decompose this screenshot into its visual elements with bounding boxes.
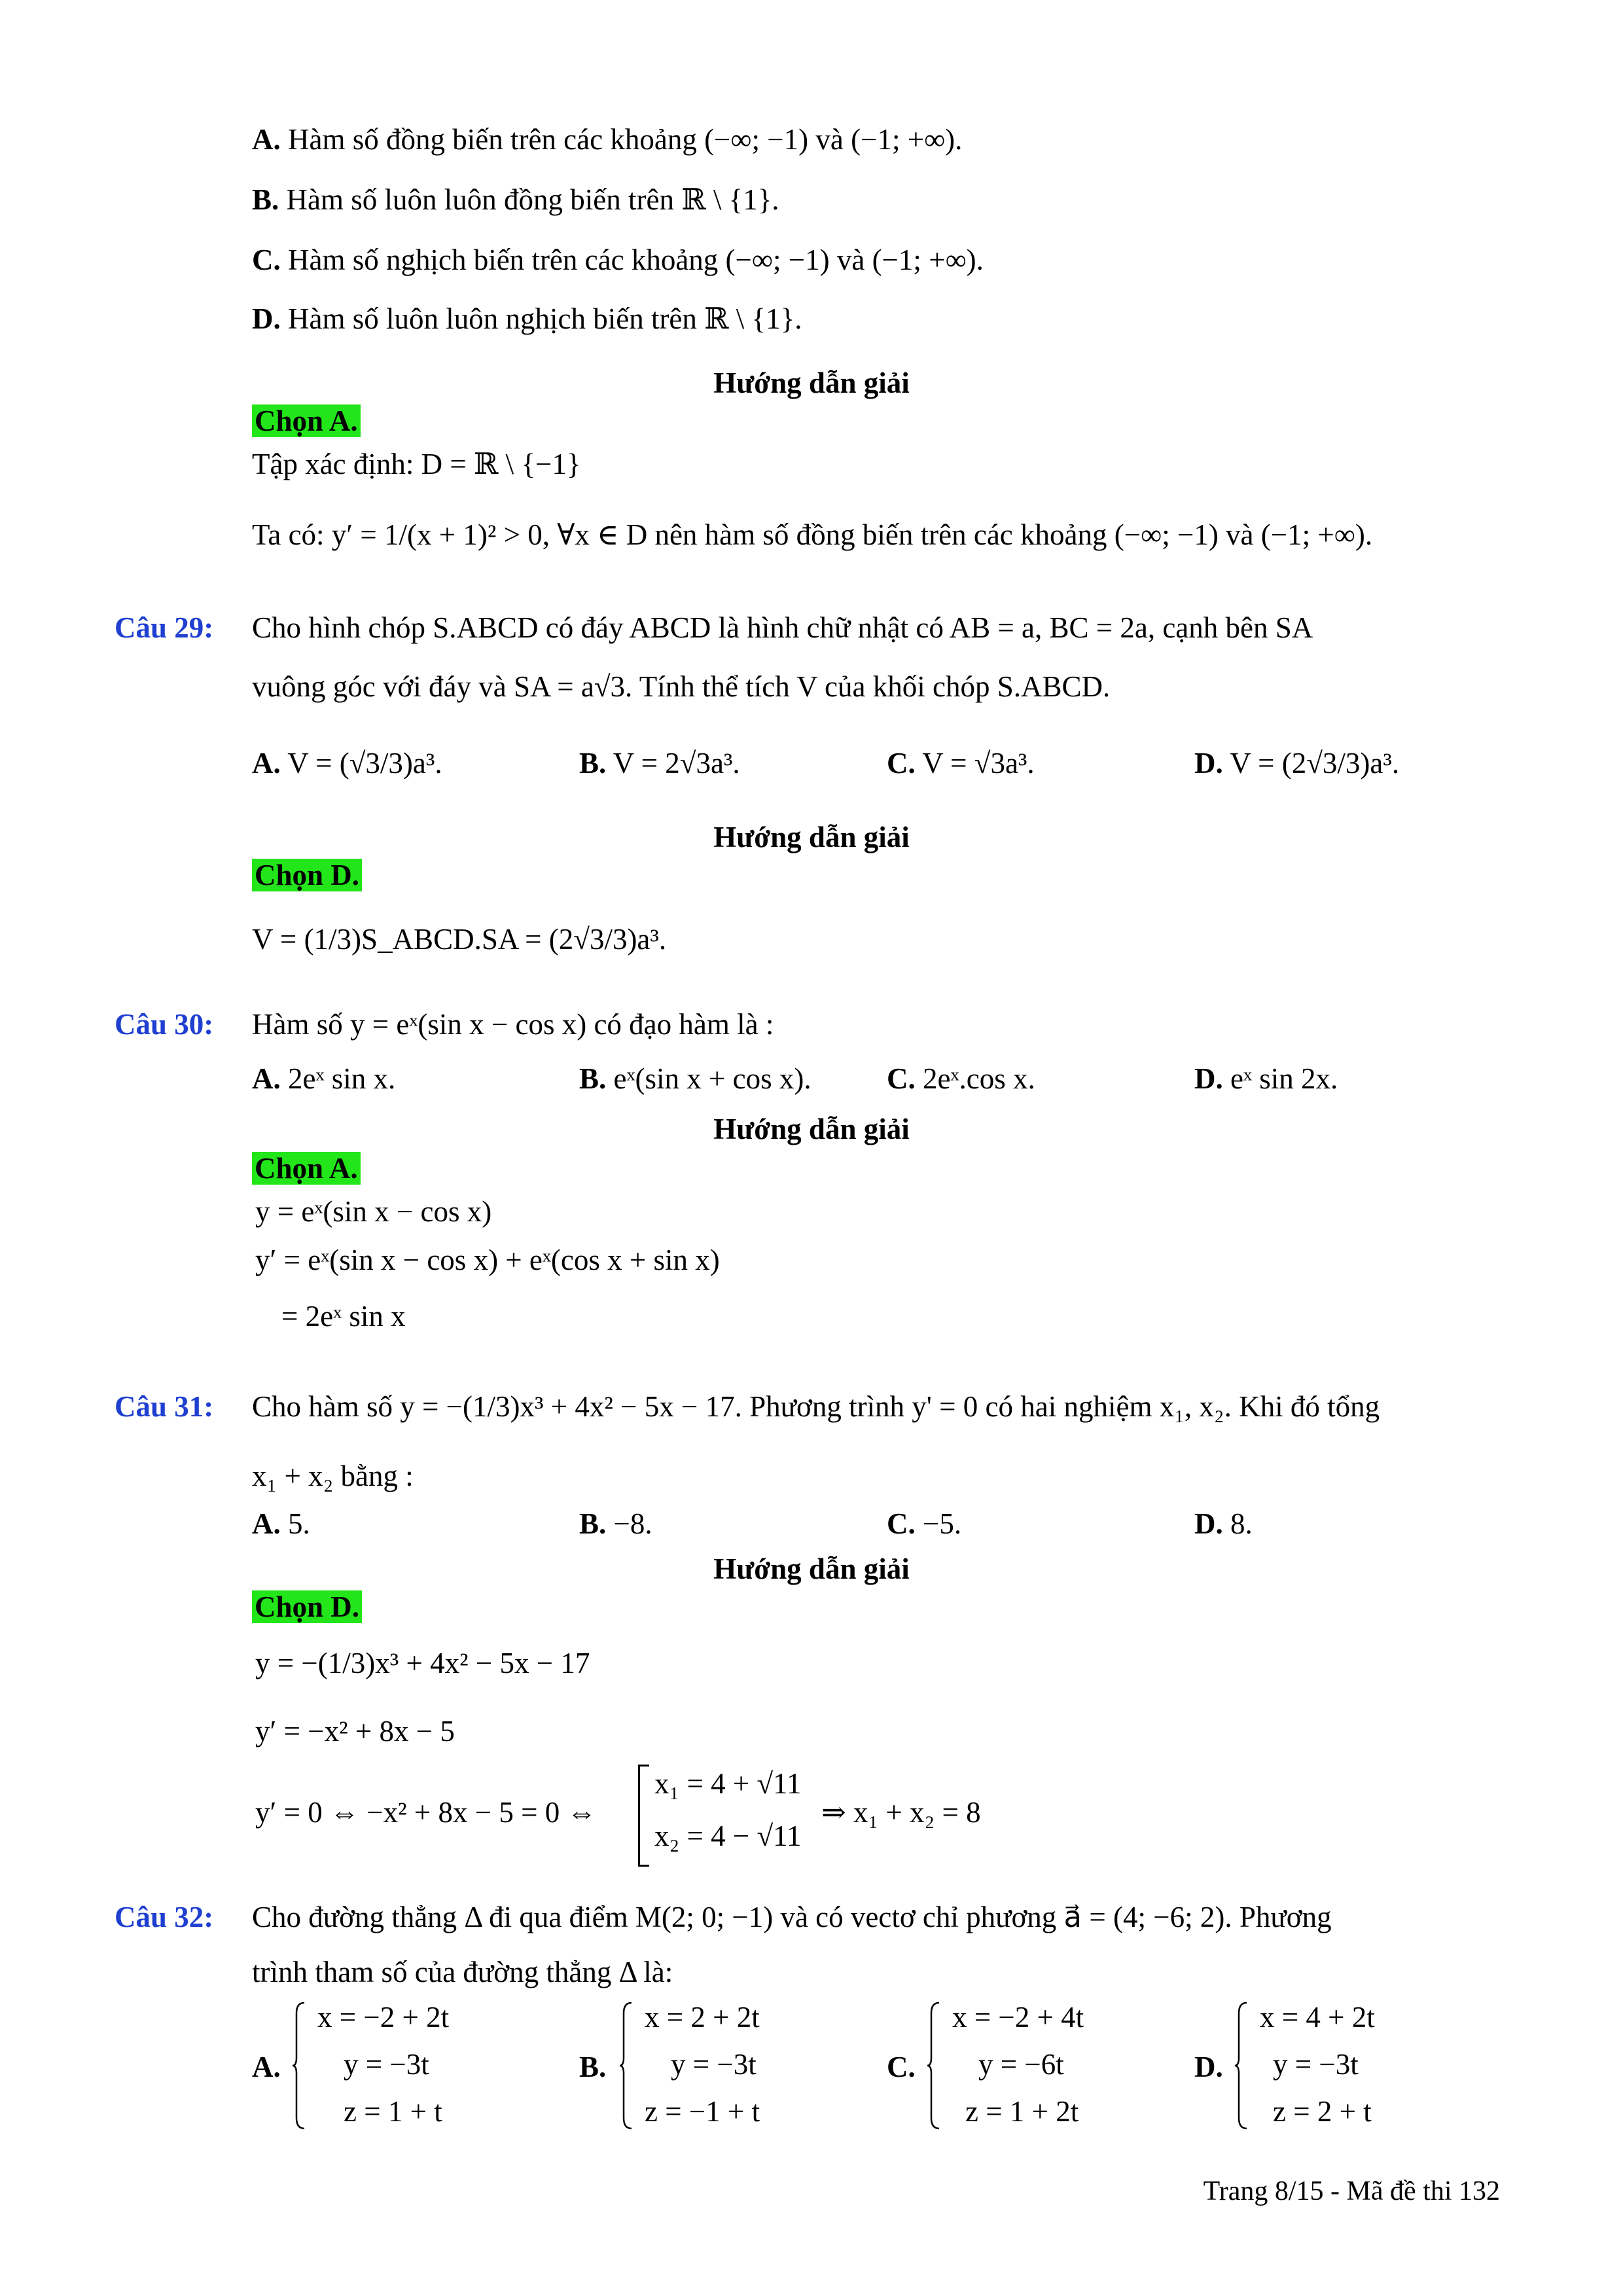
answer-highlight: Chọn A. (252, 1152, 361, 1185)
option-letter: C. (887, 1507, 916, 1540)
answer-highlight: Chọn A. (252, 404, 361, 437)
option-text: −8. (613, 1507, 652, 1540)
q32-option-b (579, 2000, 880, 2144)
q29-answer (252, 859, 362, 893)
option-letter: B. (579, 1062, 607, 1095)
q31-solution-result: ⇒ x₁ + x₂ = 8 (821, 1796, 981, 1829)
option-letter: D. (252, 302, 281, 335)
system-row-x: x = −2 + 2t (317, 2001, 450, 2034)
q31-option-b (579, 1507, 652, 1541)
option-letter: B. (579, 2051, 607, 2083)
system-row-y: y = −3t (671, 2048, 757, 2081)
option-text: 2eˣ.cos x. (923, 1062, 1035, 1095)
option-letter: D. (1194, 1062, 1223, 1095)
system-row-z: z = 2 + t (1273, 2095, 1372, 2128)
option-text: V = √3a³. (922, 747, 1035, 780)
option-text: Hàm số luôn luôn nghịch biến trên ℝ \ {1}. (288, 302, 802, 335)
q31-solution-line-2: y′ = −x² + 8x − 5 (255, 1715, 455, 1748)
option-letter: B. (252, 183, 279, 216)
q32-text-line-2: trình tham số của đường thẳng Δ là: (252, 1956, 673, 1988)
q29-label: Câu 29: (115, 611, 214, 644)
option-text: 5. (288, 1507, 310, 1540)
q29-option-a (252, 746, 442, 780)
q29-option-b (579, 746, 740, 780)
q29-text-line-2: vuông góc với đáy và SA = a√3. Tính thể tích V của khối chóp S.ABCD. (252, 670, 1111, 703)
left-brace-icon (291, 2000, 307, 2131)
option-letter: C. (887, 1062, 916, 1095)
q28-option-c (252, 243, 984, 278)
q30-solution-line-1: y = eˣ(sin x − cos x) (255, 1195, 492, 1228)
q30-option-a (252, 1062, 395, 1096)
q31-text-line-2: x₁ + x₂ bằng : (252, 1460, 414, 1492)
left-brace-icon (618, 2000, 634, 2131)
option-text: −5. (923, 1507, 962, 1540)
option-text: V = (√3/3)a³. (287, 747, 442, 780)
q31-guide-title: Hướng dẫn giải (713, 1552, 910, 1585)
option-letter: D. (1194, 747, 1223, 780)
q28-solution-line-2: Ta có: y′ = 1/(x + 1)² > 0, ∀x ∈ D nên hàm số đồng biến trên các khoảng (−∞; −1) và (−1; +∞). (252, 518, 1373, 551)
q31-option-a (252, 1507, 310, 1541)
system-row-z: z = −1 + t (645, 2095, 760, 2128)
option-letter: A. (252, 1507, 281, 1540)
system-row-x: x = 2 + 2t (645, 2001, 760, 2034)
q32-option-c (887, 2000, 1188, 2144)
solution-bracket (638, 1765, 649, 1867)
q30-label: Câu 30: (115, 1008, 214, 1041)
system-row-x: x = −2 + 4t (952, 2001, 1084, 2034)
option-text: eˣ(sin x + cos x). (613, 1062, 812, 1095)
q31-text-line-1: Cho hàm số y = −(1/3)x³ + 4x² − 5x − 17. Phương trình y' = 0 có hai nghiệm x₁, x₂. Khi đó tổng (252, 1390, 1380, 1423)
q28-option-a (252, 123, 962, 157)
q31-root-1: x₁ = 4 + √11 (654, 1767, 802, 1800)
option-letter: A. (252, 2051, 281, 2083)
option-text: Hàm số nghịch biến trên các khoảng (−∞; −1) và (−1; +∞). (288, 243, 984, 276)
answer-highlight: Chọn D. (252, 859, 362, 891)
q29-guide-title: Hướng dẫn giải (713, 821, 910, 853)
q30-solution-line-2: y′ = eˣ(sin x − cos x) + eˣ(cos x + sin x) (255, 1244, 720, 1276)
q28-option-d (252, 302, 802, 336)
option-letter: A. (252, 747, 281, 780)
q28-answer (252, 404, 361, 439)
left-brace-icon (926, 2000, 942, 2131)
q32-option-d (1194, 2000, 1495, 2144)
q30-option-b (579, 1062, 812, 1096)
option-letter: A. (252, 123, 281, 156)
left-brace-icon (1234, 2000, 1249, 2131)
q30-solution-line-3: = 2eˣ sin x (281, 1300, 406, 1333)
option-letter: D. (1194, 1507, 1223, 1540)
q28-option-b (252, 183, 779, 217)
q30-text: Hàm số y = eˣ(sin x − cos x) có đạo hàm là : (252, 1008, 774, 1041)
q30-option-c (887, 1062, 1035, 1096)
q31-root-2: x₂ = 4 − √11 (654, 1820, 802, 1852)
option-text: Hàm số luôn luôn đồng biến trên ℝ \ {1}. (286, 183, 779, 216)
q28-solution-line-1: Tập xác định: D = ℝ \ {−1} (252, 448, 581, 480)
option-letter: C. (887, 747, 916, 780)
q29-option-c (887, 746, 1035, 780)
q32-label: Câu 32: (115, 1901, 214, 1933)
option-letter: C. (887, 2051, 916, 2083)
q29-option-d (1194, 746, 1399, 780)
system-row-y: y = −3t (344, 2048, 429, 2081)
q29-text-line-1: Cho hình chóp S.ABCD có đáy ABCD là hình chữ nhật có AB = a, BC = 2a, cạnh bên SA (252, 611, 1313, 644)
q32-option-a (252, 2000, 553, 2144)
q31-option-d (1194, 1507, 1253, 1541)
option-letter: C. (252, 243, 281, 276)
q31-solution-line-3: y′ = 0 ⇔ −x² + 8x − 5 = 0 ⇔ (255, 1796, 597, 1829)
system-row-z: z = 1 + 2t (965, 2095, 1079, 2128)
option-letter: A. (252, 1062, 281, 1095)
answer-highlight: Chọn D. (252, 1590, 362, 1623)
option-text: 2eˣ sin x. (288, 1062, 396, 1095)
option-text: Hàm số đồng biến trên các khoảng (−∞; −1) và (−1; +∞). (288, 123, 963, 156)
page-footer: Trang 8/15 - Mã đề thi 132 (1203, 2176, 1500, 2206)
option-letter: B. (579, 747, 607, 780)
q30-answer (252, 1152, 361, 1186)
q31-solution-line-1: y = −(1/3)x³ + 4x² − 5x − 17 (255, 1647, 590, 1679)
option-letter: D. (1194, 2051, 1223, 2083)
q30-guide-title: Hướng dẫn giải (713, 1113, 910, 1145)
q31-answer (252, 1590, 362, 1624)
system-row-y: y = −3t (1273, 2048, 1359, 2081)
q29-solution-line-1: V = (1/3)S_ABCD.SA = (2√3/3)a³. (252, 923, 667, 956)
option-text: V = 2√3a³. (613, 747, 740, 780)
q32-text-line-1: Cho đường thẳng Δ đi qua điểm M(2; 0; −1) và có vectơ chỉ phương a⃗ = (4; −6; 2). Phương (252, 1901, 1332, 1933)
q31-option-c (887, 1507, 961, 1541)
option-letter: B. (579, 1507, 607, 1540)
system-row-y: y = −6t (978, 2048, 1064, 2081)
option-text: V = (2√3/3)a³. (1230, 747, 1400, 780)
q30-option-d (1194, 1062, 1338, 1096)
system-row-z: z = 1 + t (344, 2095, 442, 2128)
q31-label: Câu 31: (115, 1390, 214, 1423)
option-text: eˣ sin 2x. (1230, 1062, 1338, 1095)
option-text: 8. (1230, 1507, 1253, 1540)
system-row-x: x = 4 + 2t (1260, 2001, 1375, 2034)
q28-guide-title: Hướng dẫn giải (713, 367, 910, 399)
